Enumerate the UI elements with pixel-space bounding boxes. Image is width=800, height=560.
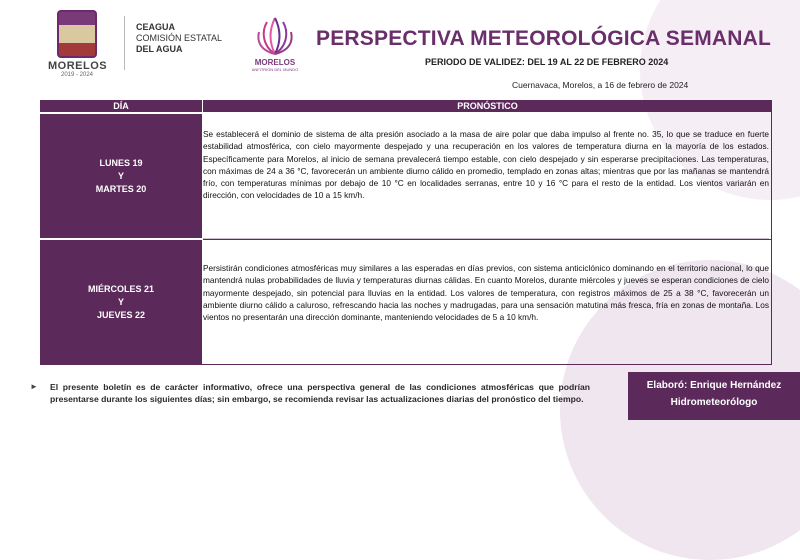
table-border: [771, 112, 772, 365]
validity-period: PERIODO DE VALIDEZ: DEL 19 AL 22 DE FEBRERO 2024: [425, 57, 669, 67]
state-logo-years: 2019 - 2024: [60, 72, 94, 78]
header: [0, 0, 800, 100]
day-label: JUEVES 22: [96, 309, 146, 320]
forecast-text: Se establecerá el dominio de sistema de alta presión asociado a la masa de aire polar que daba impulso al frente no. 35, lo que se traduce en fuerte estabilidad atmosférica, con cielo mayormente despejado y una recuperación en los valores de temperatura diurna en la mayoría de los estados. Específicamente para Morelos, al inicio de semana prevalecerá tiempo estable, con cielo despejado y sin esperarse precipitaciones. Las temperaturas, con máximas de 24 a 36 °C, favorecerán un ambiente diurno cálido en promedio, templado en zonas altas; mientras que por las mañanas se mantendrá frío, con temperaturas mínimas por debajo de 10 °C en localidades serranas, entre 10 y 16 °C para el resto de la entidad. Los vientos variarán en dirección, con velocidades de 10 a 15 km/h.: [203, 128, 769, 239]
day-label: Y: [117, 296, 124, 307]
day-label: MIÉRCOLES 21: [87, 283, 154, 294]
state-logo: [48, 10, 106, 90]
disclaimer-text: El presente boletín es de carácter informativo, ofrece una perspectiva general de las condiciones atmosféricas que podrían presentarse durante los siguientes días; sin embargo, se recomienda revisar las actualizaciones diarias del pronóstico del tiempo.: [50, 382, 590, 404]
author-role: Hidrometeorólogo: [670, 397, 758, 408]
agency-line: CEAGUA: [136, 22, 176, 32]
forecast-text: Persistirán condiciones atmosféricas muy similares a las esperadas en días previos, con sistema anticiclónico dominando en el territorio nacional, lo que mantendrá nulas probabilidades de lluvia y temperaturas diurnas cálidas. En cuanto Morelos, durante miércoles y jueves se esperan condiciones de cielo mayormente despejado, sin potencial para lluvias en la entidad. Los valores de temperatura, con registros máximos de 25 a 38 °C, favorecerán un ambiente diurno cálido a caluroso, refrescando hacia las noches y madrugadas, para una sensación matutina más fresca, fría en zonas de montaña. Los vientos no presentarán una dirección dominante, manteniendo velocidades de 5 a 10 km/h.: [203, 263, 769, 323]
agency-name: [136, 22, 222, 55]
day-label: MARTES 20: [95, 183, 147, 194]
author-name: Elaboró: Enrique Hernández: [646, 380, 782, 391]
column-header-forecast: PRONÓSTICO: [203, 100, 772, 112]
flower-logo-text: MORELOS: [254, 58, 296, 67]
day-cell: [40, 114, 202, 238]
agency-line: DEL AGUA: [136, 44, 183, 54]
morelos-flower-logo: [250, 14, 300, 86]
state-crest-icon: [57, 10, 97, 58]
author-box: [628, 372, 800, 420]
bullet-icon: ►: [30, 382, 38, 391]
state-logo-text: MORELOS: [48, 60, 108, 72]
flower-logo-sub: ANFITRIÓN DEL MUNDO: [251, 67, 299, 72]
day-label: Y: [117, 170, 124, 181]
page-title: PERSPECTIVA METEOROLÓGICA SEMANAL: [316, 27, 772, 50]
day-cell: [40, 240, 202, 364]
header-divider: [124, 16, 125, 70]
flower-icon: [255, 14, 295, 58]
disclaimer: [30, 381, 590, 405]
place-date: Cuernavaca, Morelos, a 16 de febrero de 2024: [512, 80, 689, 90]
row-divider: [203, 239, 772, 240]
day-label: LUNES 19: [99, 157, 143, 168]
table-border: [40, 364, 772, 365]
column-header-day: DÍA: [40, 100, 202, 112]
agency-line: COMISIÓN ESTATAL: [136, 33, 223, 43]
